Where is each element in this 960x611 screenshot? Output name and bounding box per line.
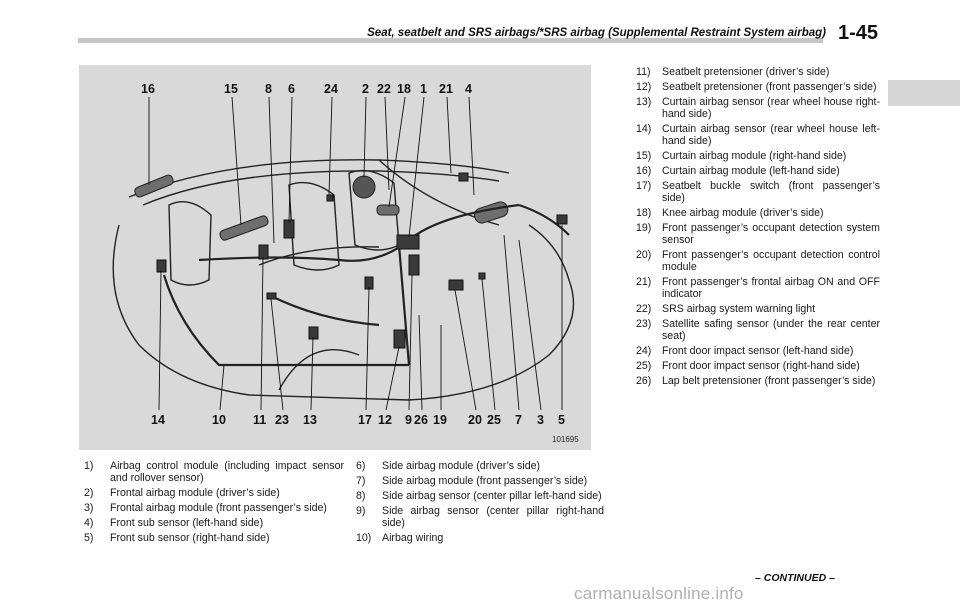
satellite-safing-sensor bbox=[267, 293, 276, 299]
legend-item: 13) Curtain airbag sensor (rear wheel house right-hand side) bbox=[636, 96, 880, 120]
legend-item: 12) Seatbelt pretensioner (front passenger’s side) bbox=[636, 81, 877, 93]
legend-item: 10) Airbag wiring bbox=[356, 532, 444, 544]
side-airbag-passenger bbox=[409, 255, 419, 275]
legend-item: 18) Knee airbag module (driver’s side) bbox=[636, 207, 824, 219]
callout-7: 7 bbox=[515, 413, 522, 427]
legend-item: 23) Satellite safing sensor (under the rear center seat) bbox=[636, 318, 880, 342]
curtain-sensor-left bbox=[157, 260, 166, 272]
callout-16: 16 bbox=[141, 82, 155, 96]
legend-column-2 bbox=[356, 460, 604, 547]
legend-item: 4) Front sub sensor (left-hand side) bbox=[84, 517, 264, 529]
door-sensor-right bbox=[479, 273, 485, 279]
curtain-airbag-left bbox=[134, 174, 175, 198]
knee-airbag bbox=[377, 205, 399, 215]
callout-10: 10 bbox=[212, 413, 226, 427]
callout-6: 6 bbox=[288, 82, 295, 96]
callout-20: 20 bbox=[468, 413, 482, 427]
legend-column-1 bbox=[84, 460, 344, 547]
callout-2: 2 bbox=[362, 82, 369, 96]
callout-12: 12 bbox=[378, 413, 392, 427]
callout-11: 11 bbox=[253, 413, 267, 427]
legend-item: 17) Seatbelt buckle switch (front passenger’s side) bbox=[636, 180, 880, 204]
airbag-control-module bbox=[397, 235, 419, 249]
callout-9: 9 bbox=[405, 413, 412, 427]
callout-3: 3 bbox=[537, 413, 544, 427]
legend-column-3 bbox=[636, 66, 880, 390]
airbag-system-diagram bbox=[79, 65, 591, 450]
front-sub-sensor-right bbox=[557, 215, 567, 224]
legend-item: 3) Frontal airbag module (front passenger’s side) bbox=[84, 502, 327, 514]
legend-item: 8) Side airbag sensor (center pillar left-hand side) bbox=[356, 490, 602, 502]
callout-22: 22 bbox=[377, 82, 391, 96]
section-title: Seat, seatbelt and SRS airbags/*SRS airbag (Supplemental Restraint System airbag) bbox=[367, 27, 826, 39]
roof-outline bbox=[129, 160, 509, 197]
door-sensor-left bbox=[327, 195, 333, 201]
curtain-airbag-right bbox=[219, 215, 269, 241]
callout-13: 13 bbox=[303, 413, 317, 427]
legend-item: 22) SRS airbag system warning light bbox=[636, 303, 816, 315]
driver-frontal-airbag bbox=[353, 176, 375, 198]
occupant-detection-module bbox=[449, 280, 463, 290]
legend-item: 26) Lap belt pretensioner (front passenger’s side) bbox=[636, 375, 876, 387]
legend-item: 20) Front passenger’s occupant detection control module bbox=[636, 249, 880, 273]
wheel-arch bbox=[279, 350, 359, 390]
callout-21: 21 bbox=[439, 82, 453, 96]
callout-1: 1 bbox=[420, 82, 427, 96]
legend-item: 25) Front door impact sensor (right-hand side) bbox=[636, 360, 860, 372]
legend-item: 5) Front sub sensor (right-hand side) bbox=[84, 532, 270, 544]
legend-item: 24) Front door impact sensor (left-hand side) bbox=[636, 345, 854, 357]
watermark: carmanualsonline.info bbox=[574, 584, 744, 603]
callout-18: 18 bbox=[397, 82, 411, 96]
figure-number: 101695 bbox=[552, 435, 579, 444]
callout-25: 25 bbox=[487, 413, 501, 427]
chapter-tab bbox=[888, 80, 960, 106]
front-sub-sensor-left bbox=[459, 173, 468, 181]
harness-main bbox=[199, 205, 519, 261]
legend-item: 15) Curtain airbag module (right-hand side) bbox=[636, 150, 847, 162]
callout-19: 19 bbox=[433, 413, 447, 427]
callout-23: 23 bbox=[275, 413, 289, 427]
legend-item: 2) Frontal airbag module (driver’s side) bbox=[84, 487, 280, 499]
callout-5: 5 bbox=[558, 413, 565, 427]
legend-item: 14) Curtain airbag sensor (rear wheel house left-hand side) bbox=[636, 123, 880, 147]
legend-item: 6) Side airbag module (driver’s side) bbox=[356, 460, 541, 472]
body-outline bbox=[113, 225, 573, 400]
callout-26: 26 bbox=[414, 413, 428, 427]
pretensioner-driver bbox=[259, 245, 268, 259]
legend-item: 9) Side airbag sensor (center pillar right-hand side) bbox=[356, 505, 604, 529]
legend-item: 21) Front passenger’s frontal airbag ON and OFF indicator bbox=[636, 276, 880, 300]
callout-8: 8 bbox=[265, 82, 272, 96]
legend-item: 1) Airbag control module (including impact sensor and rollover sensor) bbox=[84, 460, 344, 484]
page-number: 1-45 bbox=[838, 22, 879, 44]
continued-label: – CONTINUED – bbox=[755, 572, 835, 584]
legend-item: 11) Seatbelt pretensioner (driver’s side) bbox=[636, 66, 830, 78]
legend-item: 16) Curtain airbag module (left-hand side) bbox=[636, 165, 840, 177]
legend-item: 7) Side airbag module (front passenger’s side) bbox=[356, 475, 588, 487]
car-illustration bbox=[79, 65, 591, 450]
curtain-sensor-right bbox=[309, 327, 318, 339]
pretensioner-passenger bbox=[394, 330, 405, 348]
callout-17: 17 bbox=[358, 413, 372, 427]
callout-24: 24 bbox=[324, 82, 338, 96]
harness-floor bbox=[269, 295, 379, 325]
callout-4: 4 bbox=[465, 82, 472, 96]
door-line bbox=[259, 247, 379, 265]
legend-item: 19) Front passenger’s occupant detection system sensor bbox=[636, 222, 880, 246]
rear-seat bbox=[169, 202, 211, 285]
callout-14: 14 bbox=[151, 413, 165, 427]
callout-15: 15 bbox=[224, 82, 238, 96]
